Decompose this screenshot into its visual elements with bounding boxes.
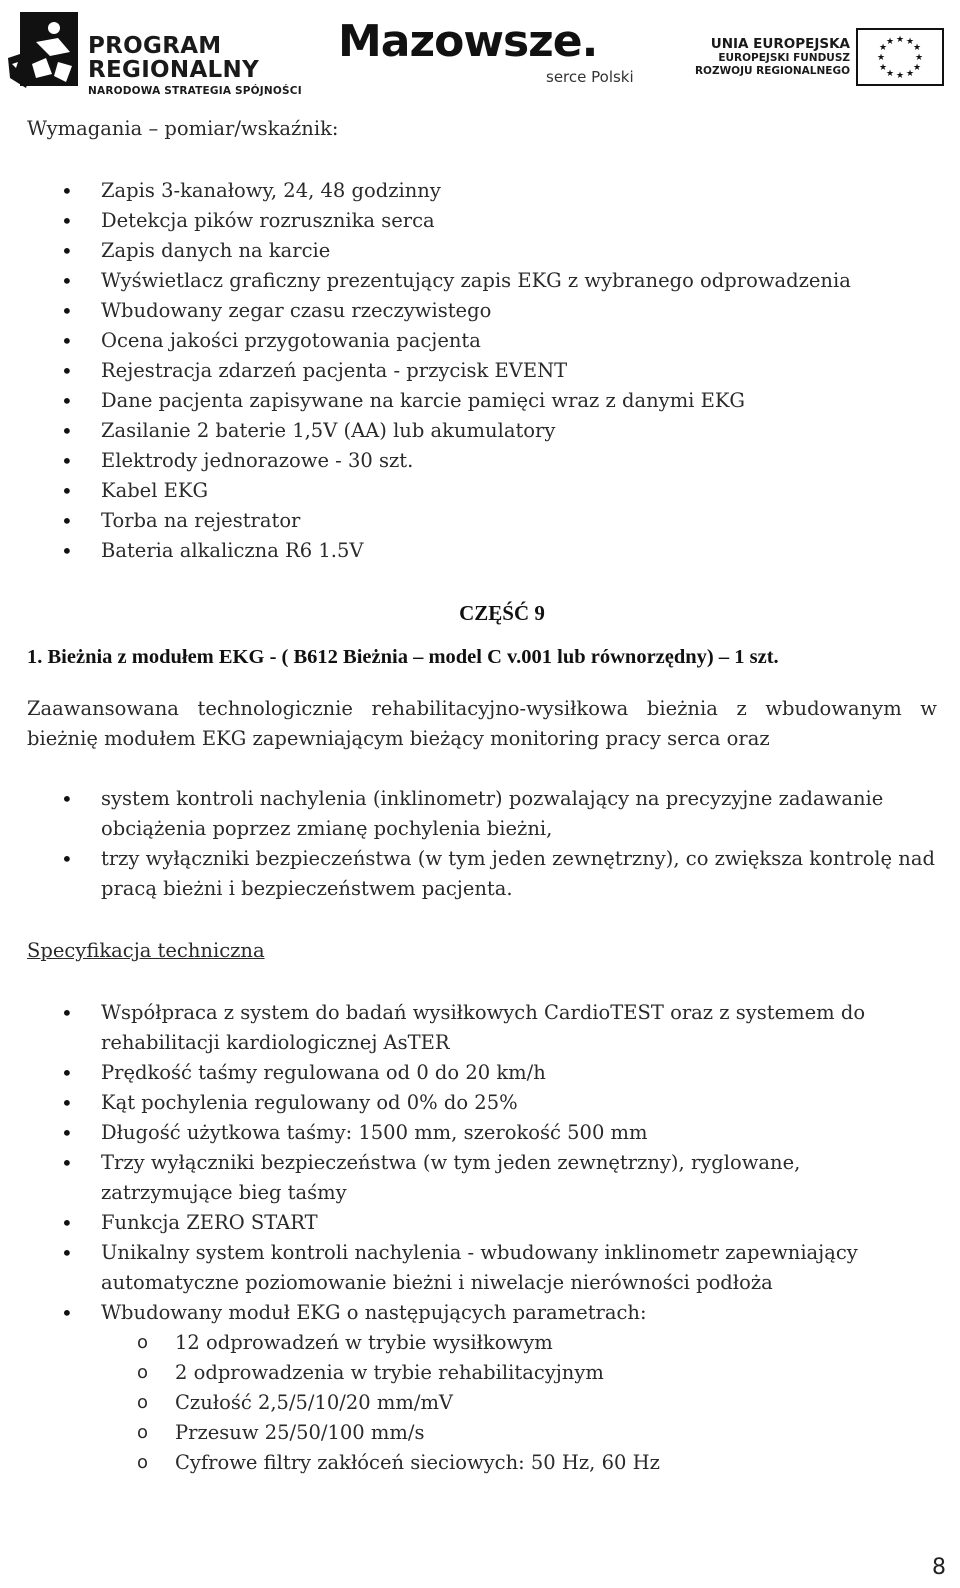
list-item: • Zapis 3-kanałowy, 24, 48 godzinny: [27, 176, 937, 206]
eu-line-fundusz: EUROPEJSKI FUNDUSZ: [718, 52, 850, 64]
mazowsze-tagline: serce Polski: [546, 68, 634, 86]
eu-logo: [690, 22, 952, 92]
program-regionalny-emblem-icon: [6, 8, 84, 90]
logo-line-program: PROGRAM: [88, 33, 222, 59]
list-item: • system kontroli nachylenia (inklinometr) pozwalający na precyzyjne zadawanie obciążenia poprzez zmianę pochylenia bieżni,: [27, 784, 937, 844]
page-number: 8: [932, 1555, 946, 1580]
svg-text:★: ★: [876, 53, 886, 63]
page-header: [0, 0, 960, 100]
list-item: • Torba na rejestrator: [27, 506, 937, 536]
list-item: • Kabel EKG: [27, 476, 937, 506]
sub-list-item: o Czułość 2,5/5/10/20 mm/mV: [27, 1388, 937, 1418]
list-item: • Rejestracja zdarzeń pacjenta - przycisk EVENT: [27, 356, 937, 386]
svg-text:★: ★: [895, 35, 905, 45]
eu-flag-icon: [856, 28, 944, 86]
part-title: CZĘŚĆ 9: [459, 601, 545, 625]
spec-heading: Specyfikacja techniczna: [27, 939, 265, 962]
svg-text:★: ★: [914, 53, 924, 63]
item-title: 1. Bieżnia z modułem EKG - ( B612 Bieżnia – model C v.001 lub równorzędny) – 1 szt.: [27, 646, 779, 668]
svg-text:★: ★: [878, 43, 888, 53]
svg-text:★: ★: [885, 37, 895, 47]
logo-line-strategia: NARODOWA STRATEGIA SPÓJNOŚCI: [88, 85, 302, 97]
mazowsze-wordmark: Mazowsze.: [338, 16, 598, 67]
svg-text:★: ★: [905, 37, 915, 47]
svg-text:★: ★: [885, 69, 895, 79]
svg-text:★: ★: [905, 69, 915, 79]
requirements-heading: Wymagania – pomiar/wskaźnik:: [27, 117, 339, 140]
list-item: • Detekcja pików rozrusznika serca: [27, 206, 937, 236]
list-item: • Unikalny system kontroli nachylenia - wbudowany inklinometr zapewniający automatyczne poziomowanie bieżni i niwelacje nierówności podłoża: [27, 1238, 937, 1298]
list-item: • Zapis danych na karcie: [27, 236, 937, 266]
features-list: [27, 784, 937, 904]
list-item: • Wbudowany zegar czasu rzeczywistego: [27, 296, 937, 326]
mazowsze-logo: [338, 16, 648, 94]
program-regionalny-logo: [6, 8, 306, 96]
list-item: • Kąt pochylenia regulowany od 0% do 25%: [27, 1088, 937, 1118]
sub-list-item: o Przesuw 25/50/100 mm/s: [27, 1418, 937, 1448]
list-item: • Trzy wyłączniki bezpieczeństwa (w tym jeden zewnętrzny), ryglowane, zatrzymujące bieg taśmy: [27, 1148, 937, 1208]
list-item: • Elektrody jednorazowe - 30 szt.: [27, 446, 937, 476]
list-item: • Współpraca z system do badań wysiłkowych CardioTEST oraz z systemem do rehabilitacji kardiologicznej AsTER: [27, 998, 937, 1058]
requirements-list: [27, 176, 937, 566]
spec-list: [27, 998, 937, 1328]
list-item: • Wyświetlacz graficzny prezentujący zapis EKG z wybranego odprowadzenia: [27, 266, 937, 296]
list-item: • Ocena jakości przygotowania pacjenta: [27, 326, 937, 356]
svg-text:★: ★: [912, 43, 922, 53]
document-body: [27, 114, 937, 1478]
sub-list-item: o 2 odprowadzenia w trybie rehabilitacyjnym: [27, 1358, 937, 1388]
list-item: • Wbudowany moduł EKG o następujących parametrach:: [27, 1298, 937, 1328]
list-item: • Dane pacjenta zapisywane na karcie pamięci wraz z danymi EKG: [27, 386, 937, 416]
eu-line-rozwoju: ROZWOJU REGIONALNEGO: [694, 65, 850, 77]
eu-line-unia: UNIA EUROPEJSKA: [710, 36, 850, 52]
svg-text:★: ★: [912, 63, 922, 73]
svg-text:★: ★: [895, 71, 905, 81]
list-item: • Funkcja ZERO START: [27, 1208, 937, 1238]
ekg-parameters-list: [27, 1328, 937, 1478]
list-item: • Zasilanie 2 baterie 1,5V (AA) lub akumulatory: [27, 416, 937, 446]
list-item: • trzy wyłączniki bezpieczeństwa (w tym jeden zewnętrzny), co zwiększa kontrolę nad pracą bieżni i bezpieczeństwem pacjenta.: [27, 844, 937, 904]
svg-text:★: ★: [878, 63, 888, 73]
list-item: • Długość użytkowa taśmy: 1500 mm, szerokość 500 mm: [27, 1118, 937, 1148]
logo-line-regionalny: REGIONALNY: [88, 57, 260, 83]
list-item: • Prędkość taśmy regulowana od 0 do 20 km/h: [27, 1058, 937, 1088]
sub-list-item: o 12 odprowadzeń w trybie wysiłkowym: [27, 1328, 937, 1358]
sub-list-item: o Cyfrowe filtry zakłóceń sieciowych: 50 Hz, 60 Hz: [27, 1448, 937, 1478]
intro-paragraph: Zaawansowana technologicznie rehabilitacyjno-wysiłkowa bieżnia z wbudowanym w bieżnię modułem EKG zapewniającym bieżący monitoring pracy serca oraz: [27, 697, 937, 750]
list-item: • Bateria alkaliczna R6 1.5V: [27, 536, 937, 566]
